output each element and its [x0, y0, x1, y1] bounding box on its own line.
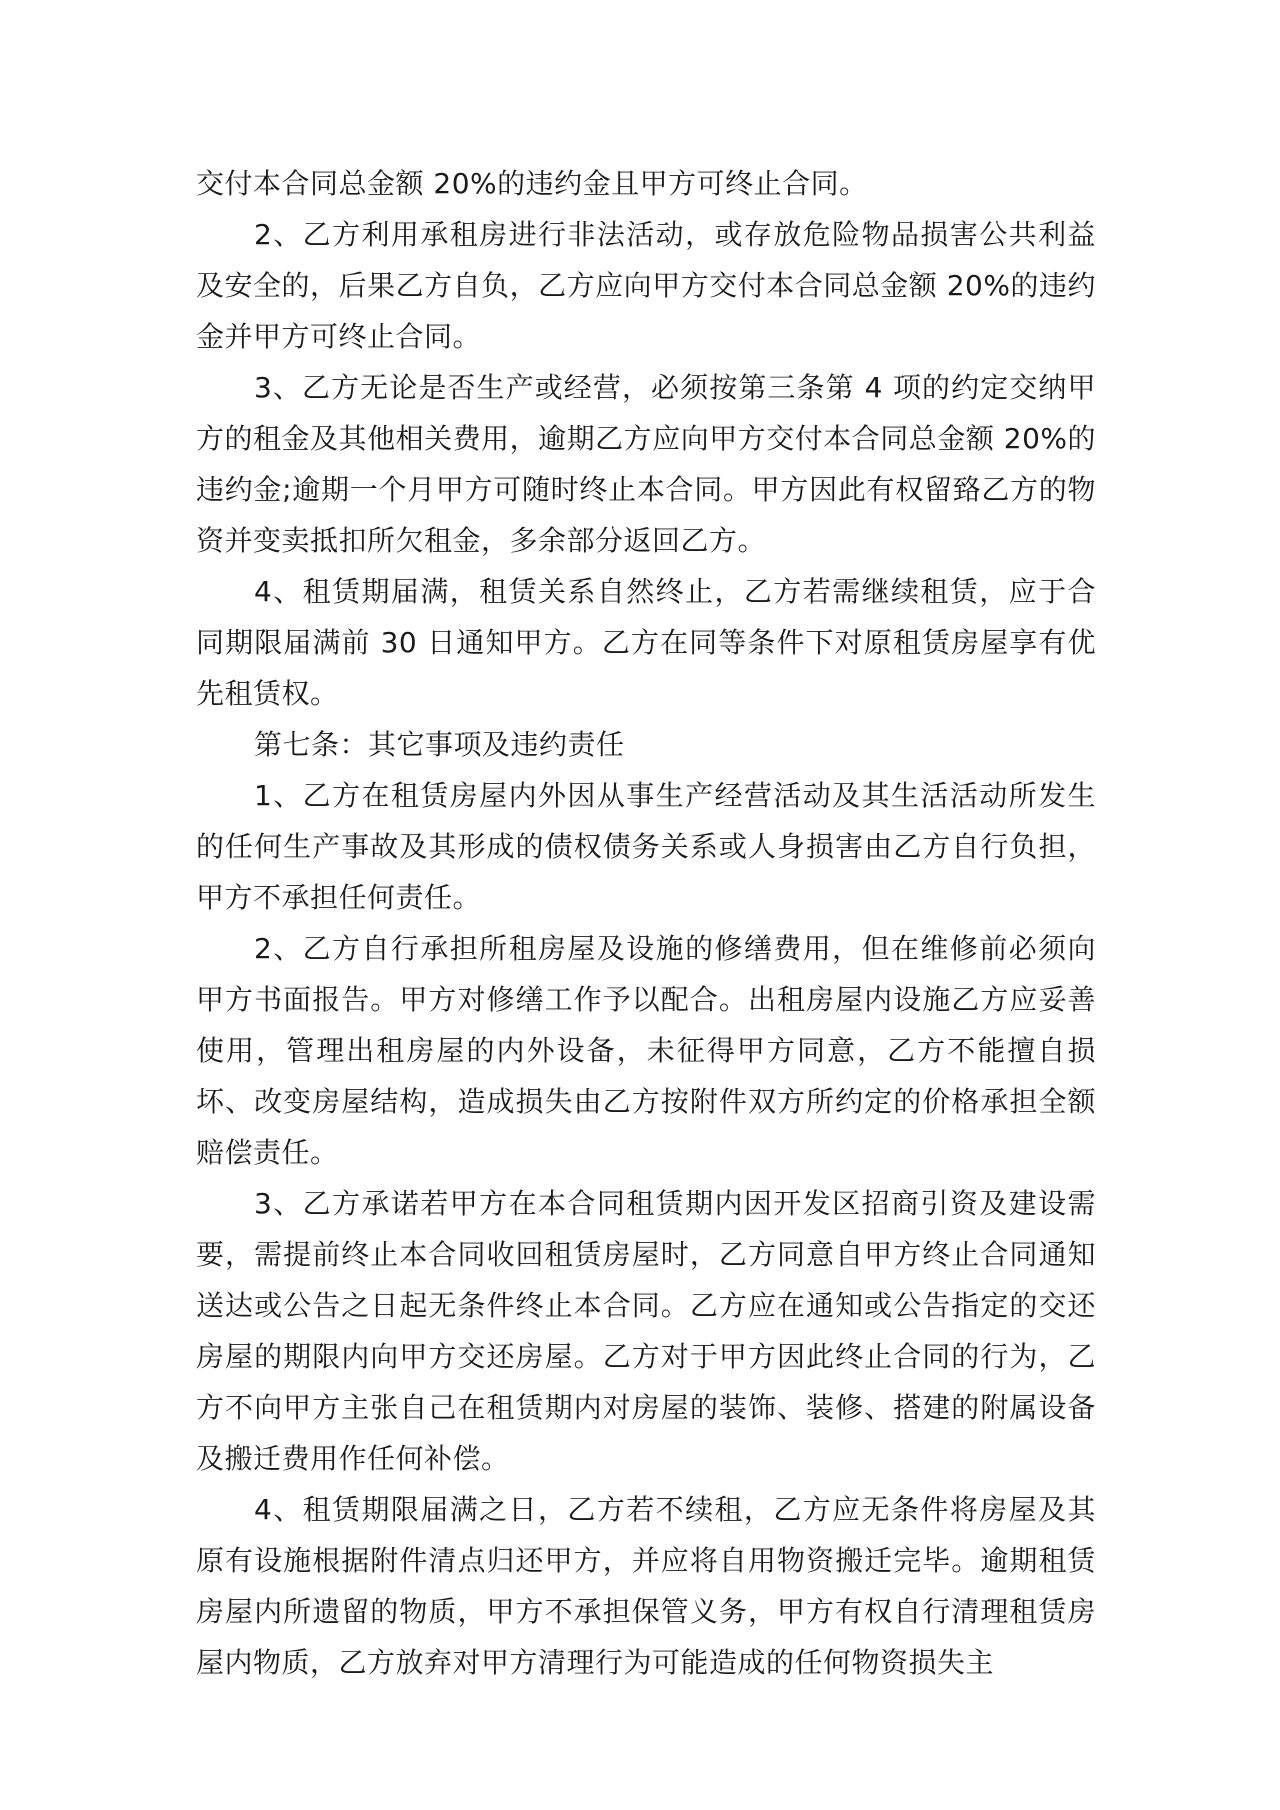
document-body — [196, 158, 1096, 1688]
paragraph-article-7-item-4: 4、租赁期限届满之日，乙方若不续租，乙方应无条件将房屋及其原有设施根据附件清点归还甲方，并应将自用物资搬迁完毕。逾期租赁房屋内所遗留的物质，甲方不承担保管义务，甲方有权自行清理租赁房屋内物质，乙方放弃对甲方清理行为可能造成的任何物资损失主 — [196, 1493, 1096, 1679]
paragraph-clause-2-illegal-use: 2、乙方利用承租房进行非法活动，或存放危险物品损害公共利益及安全的，后果乙方自负，乙方应向甲方交付本合同总金额 20%的违约金并甲方可终止合同。 — [196, 218, 1096, 353]
paragraph-article-7-item-2: 2、乙方自行承担所租房屋及设施的修缮费用，但在维修前必须向甲方书面报告。甲方对修缮工作予以配合。出租房屋内设施乙方应妥善使用，管理出租房屋的内外设备，未征得甲方同意，乙方不能擅自损坏、改变房屋结构，造成损失由乙方按附件双方所约定的价格承担全额赔偿责任。 — [196, 932, 1096, 1169]
paragraph-clause-4-lease-expiry: 4、租赁期届满，租赁关系自然终止，乙方若需继续租赁，应于合同期限届满前 30 日通知甲方。乙方在同等条件下对原租赁房屋享有优先租赁权。 — [196, 575, 1096, 710]
section-heading-article-7: 第七条：其它事项及违约责任 — [254, 728, 625, 761]
paragraph-clause-3-rent-payment: 3、乙方无论是否生产或经营，必须按第三条第 4 项的约定交纳甲方的租金及其他相关费用，逾期乙方应向甲方交付本合同总金额 20%的违约金;逾期一个月甲方可随时终止本合同。甲方因此有权留臵乙方的物资并变卖抵扣所欠租金，多余部分返回乙方。 — [196, 371, 1096, 557]
paragraph-article-7-item-3: 3、乙方承诺若甲方在本合同租赁期内因开发区招商引资及建设需要，需提前终止本合同收回租赁房屋时，乙方同意自甲方终止合同通知送达或公告之日起无条件终止本合同。乙方应在通知或公告指定的交还房屋的期限内向甲方交还房屋。乙方对于甲方因此终止合同的行为，乙方不向甲方主张自己在租赁期内对房屋的装饰、装修、搭建的附属设备及搬迁费用作任何补偿。 — [196, 1187, 1096, 1475]
paragraph-article-7-item-1: 1、乙方在租赁房屋内外因从事生产经营活动及其生活活动所发生的任何生产事故及其形成的债权债务关系或人身损害由乙方自行负担，甲方不承担任何责任。 — [196, 779, 1096, 914]
paragraph-continuation: 交付本合同总金额 20%的违约金且甲方可终止合同。 — [196, 167, 868, 200]
